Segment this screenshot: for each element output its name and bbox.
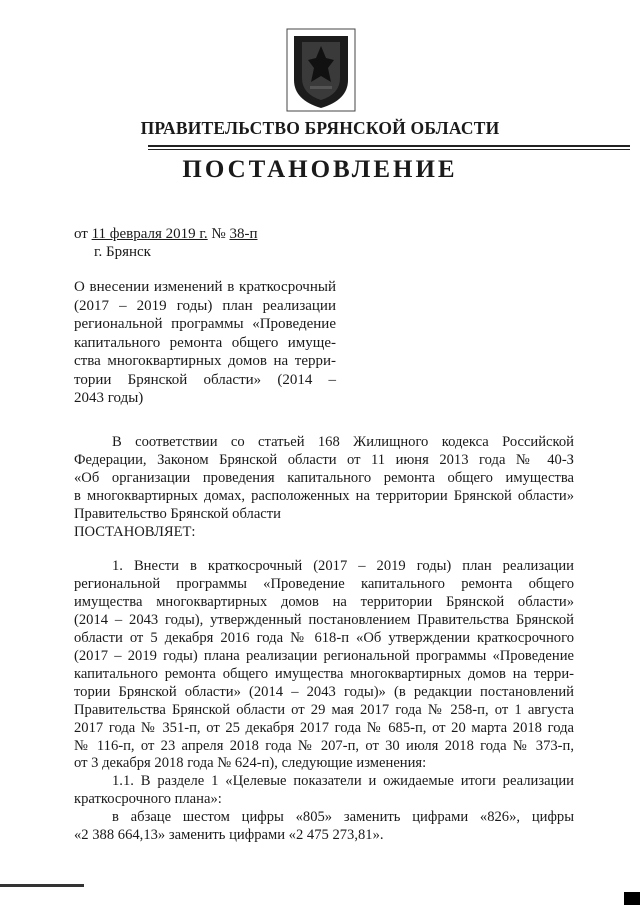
item1-line: (2017 – 2019 годы) плана реализации региональной программы «Проведение — [74, 647, 574, 664]
preamble-line: Правительство Брянской области — [74, 505, 281, 522]
date-prefix: от — [74, 226, 92, 242]
subject-line: 2043 годы) — [74, 390, 144, 406]
item1-line: имущества многоквартирных домов на территории Брянской области» — [74, 594, 574, 611]
preamble-line: В соответствии со статьей 168 Жилищного кодекса Российской — [112, 434, 574, 450]
item1-line: 2017 года № 351-п, от 25 декабря 2017 года № 685-п, от 20 марта 2018 года — [74, 719, 574, 736]
item1-line: тории Брянской области» (2014 – 2043 годы)» (в редакции постановлений — [74, 683, 574, 700]
item11-line: 1.1. В разделе 1 «Целевые показатели и ожидаемые итоги реализации — [112, 773, 574, 790]
document-body — [74, 434, 574, 845]
header-rule-thin — [148, 149, 630, 150]
page-bottom-rule — [0, 884, 84, 887]
number-prefix: № — [207, 226, 230, 242]
item1-line: Правительства Брянской области от 29 мая 2017 года № 258-п, от 1 августа — [74, 701, 574, 718]
date-line — [74, 226, 258, 243]
item1-line: (2014 – 2043 годы), утвержденный постановлением Правительства Брянской — [74, 612, 574, 629]
subject-line: О внесении изменений в краткосрочный — [74, 279, 336, 295]
organization-title: ПРАВИТЕЛЬСТВО БРЯНСКОЙ ОБЛАСТИ — [140, 118, 500, 138]
subject-line: региональной программы «Проведение — [74, 316, 336, 332]
subject-line: (2017 – 2019 годы) план реализации — [74, 297, 336, 314]
item1-line: № 116-п, от 23 апреля 2018 года № 207-п, от 30 июля 2018 года № 373-п, — [74, 737, 574, 754]
header-rule-thick — [148, 145, 630, 147]
item1-line: от 3 декабря 2018 года № 624-п), следующие изменения: — [74, 755, 427, 772]
item1-line: капитального ремонта общего имущества многоквартирных домов на терри- — [74, 665, 574, 682]
subject-line: капитального ремонта общего имуще- — [74, 334, 336, 351]
preamble-line: в многоквартирных домах, расположенных на территории Брянской области» — [74, 487, 574, 504]
subject-line: ства многоквартирных домов на терри- — [74, 353, 336, 369]
item1-line: региональной программы «Проведение капитального ремонта общего — [74, 576, 574, 593]
document-city: г. Брянск — [94, 244, 151, 260]
item1-line: 1. Внести в краткосрочный (2017 – 2019 годы) план реализации — [112, 558, 574, 575]
document-subject — [74, 278, 336, 408]
resolves-heading: ПОСТАНОВЛЯЕТ: — [74, 523, 196, 540]
item11a-line: «2 388 664,13» заменить цифрами «2 475 273,81». — [74, 827, 384, 844]
coat-of-arms-icon — [286, 28, 356, 112]
item1-line: области от 5 декабря 2016 года № 618-п «Об утверждении краткосрочного — [74, 630, 574, 647]
item11-line: краткосрочного плана»: — [74, 791, 222, 808]
document-date: 11 февраля 2019 г. — [91, 226, 208, 242]
item11a-line: в абзаце шестом цифры «805» заменить цифрами «826», цифры — [112, 809, 574, 826]
scan-corner-mark — [624, 892, 640, 905]
document-type-title: ПОСТАНОВЛЕНИЕ — [182, 156, 458, 183]
preamble-line: «Об организации проведения капитального ремонта общего имущества — [74, 469, 574, 486]
preamble-line: Федерации, Законом Брянской области от 11 июня 2013 года № 40-З — [74, 451, 574, 468]
paragraph-gap — [74, 541, 574, 558]
document-number: 38-п — [229, 226, 258, 242]
subject-line: тории Брянской области» (2014 – — [74, 371, 336, 388]
